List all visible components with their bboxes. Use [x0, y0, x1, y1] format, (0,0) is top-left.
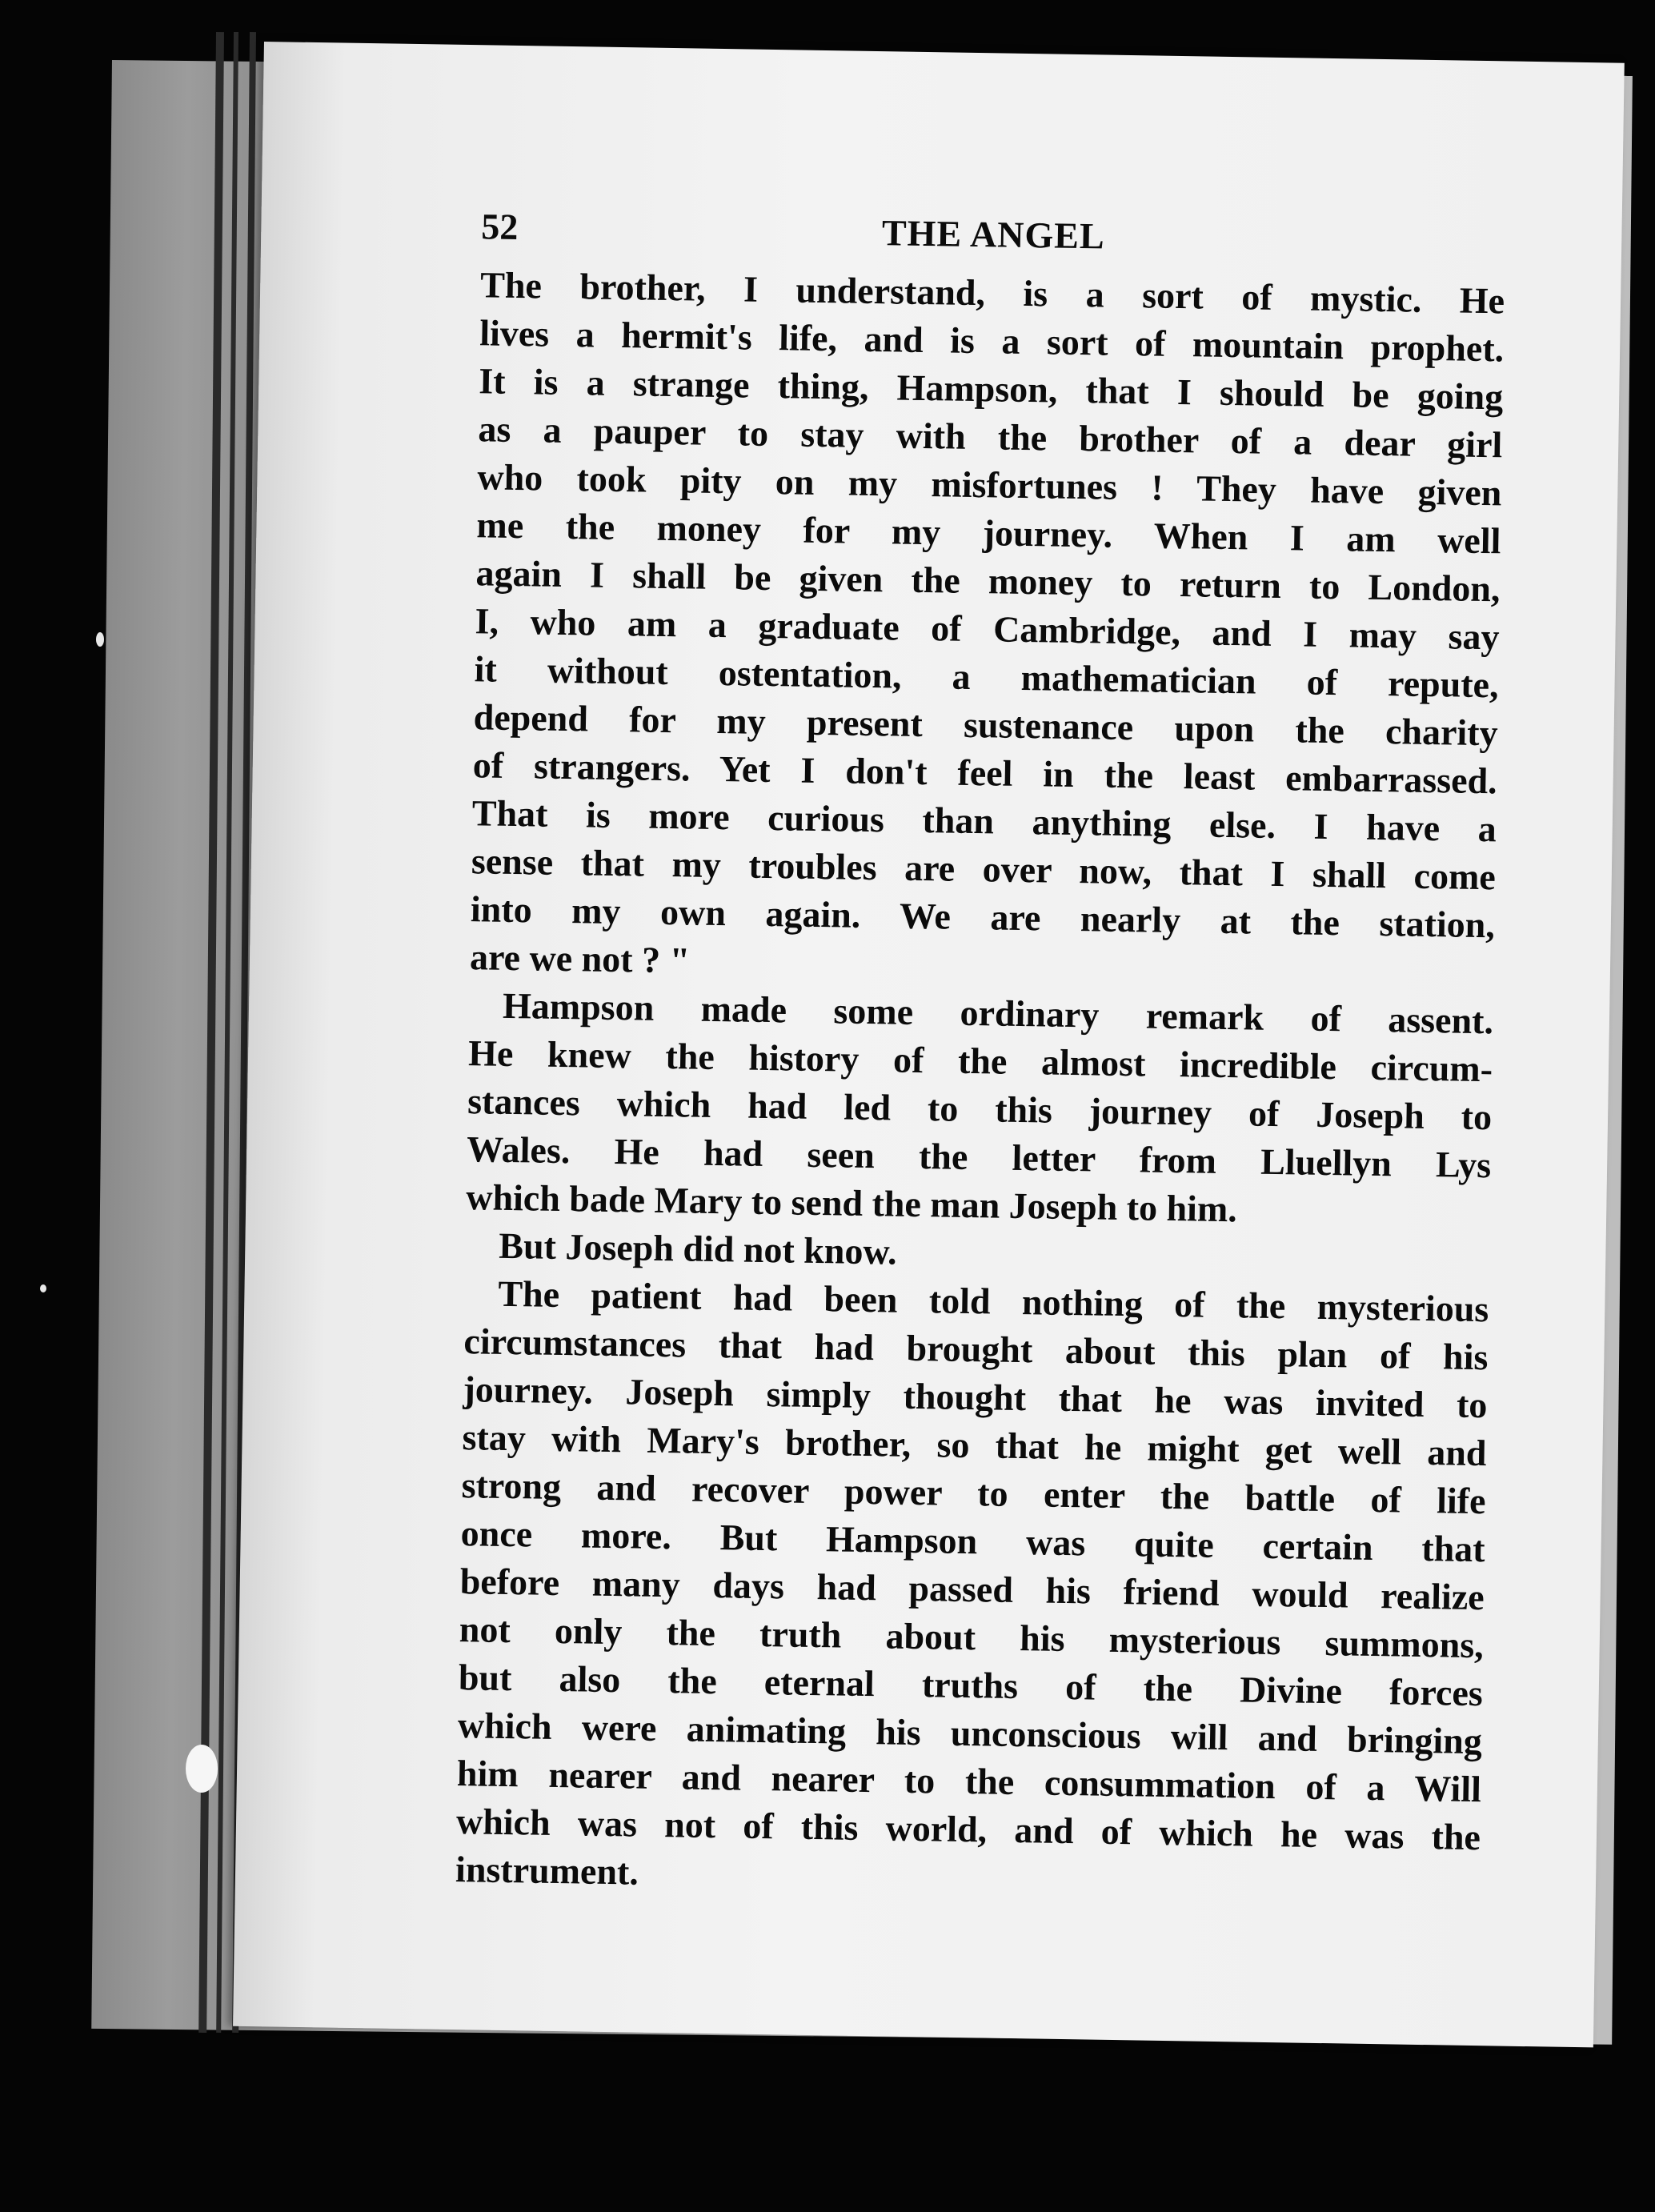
text-line: It is a strange thing, Hampson, that I should be going — [478, 360, 1504, 418]
text-line: journey. Joseph simply thought that he was invited to — [463, 1368, 1488, 1426]
text-line: again I shall be given the money to return to London, — [475, 552, 1501, 610]
text-line: once more. But Hampson was quite certain that — [460, 1513, 1486, 1570]
text-line: circumstances that had brought about this plan of his — [463, 1320, 1489, 1378]
scan-speck — [96, 632, 104, 647]
text-line: of strangers. Yet I don't feel in the least embarrassed. — [472, 744, 1498, 802]
text-line: depend for my present sustenance upon the charity — [473, 696, 1499, 754]
text-line: lives a hermit's life, and is a sort of mountain prophet. — [479, 312, 1505, 370]
text-line: are we not ? " — [469, 936, 691, 981]
text-line: as a pauper to stay with the brother of a dear girl — [478, 408, 1503, 466]
text-line: which bade Mary to send the man Joseph to him. — [465, 1176, 1238, 1230]
text-line: who took pity on my misfortunes ! They have given — [477, 456, 1502, 514]
text-line: into my own again. We are nearly at the station, — [470, 888, 1496, 946]
text-line: but also the eternal truths of the Divine forces — [458, 1657, 1484, 1714]
text-line: stay with Mary's brother, so that he might get well and — [462, 1417, 1487, 1474]
page-text-block — [455, 205, 1506, 1909]
scan-speck — [186, 1745, 218, 1793]
text-line: it without ostentation, a mathematician of repute, — [474, 648, 1499, 706]
text-line: instrument. — [455, 1849, 639, 1893]
text-line: The patient had been told nothing of the mysterious — [498, 1272, 1489, 1330]
text-line: me the money for my journey. When I am well — [476, 504, 1501, 562]
book-page — [233, 42, 1625, 2047]
text-line: He knew the history of the almost incredible circum- — [467, 1032, 1493, 1090]
scan-speck — [40, 1284, 46, 1292]
text-line: strong and recover power to enter the battle of life — [461, 1465, 1486, 1522]
text-line: which were animating his unconscious will and bringing — [457, 1705, 1483, 1762]
running-title: THE ANGEL — [881, 212, 1106, 257]
text-line: The brother, I understand, is a sort of mystic. He — [479, 264, 1505, 322]
text-line: Wales. He had seen the letter from Lluellyn Lys — [466, 1128, 1492, 1186]
page-number: 52 — [481, 206, 519, 248]
text-line: sense that my troubles are over now, that I shall come — [471, 840, 1497, 898]
text-line: But Joseph did not know. — [499, 1224, 898, 1272]
text-line: which was not of this world, and of which he was the — [455, 1801, 1481, 1858]
text-line: That is more curious than anything else. I have a — [471, 792, 1497, 850]
text-line: stances which had led to this journey of Joseph to — [467, 1080, 1493, 1138]
text-line: not only the truth about his mysterious summons, — [459, 1609, 1485, 1666]
text-line: him nearer and nearer to the consummation of a Will — [456, 1753, 1482, 1810]
text-line: I, who am a graduate of Cambridge, and I may say — [475, 600, 1500, 658]
text-line: before many days had passed his friend would realize — [459, 1561, 1485, 1618]
text-line: Hampson made some ordinary remark of assent. — [502, 984, 1494, 1042]
